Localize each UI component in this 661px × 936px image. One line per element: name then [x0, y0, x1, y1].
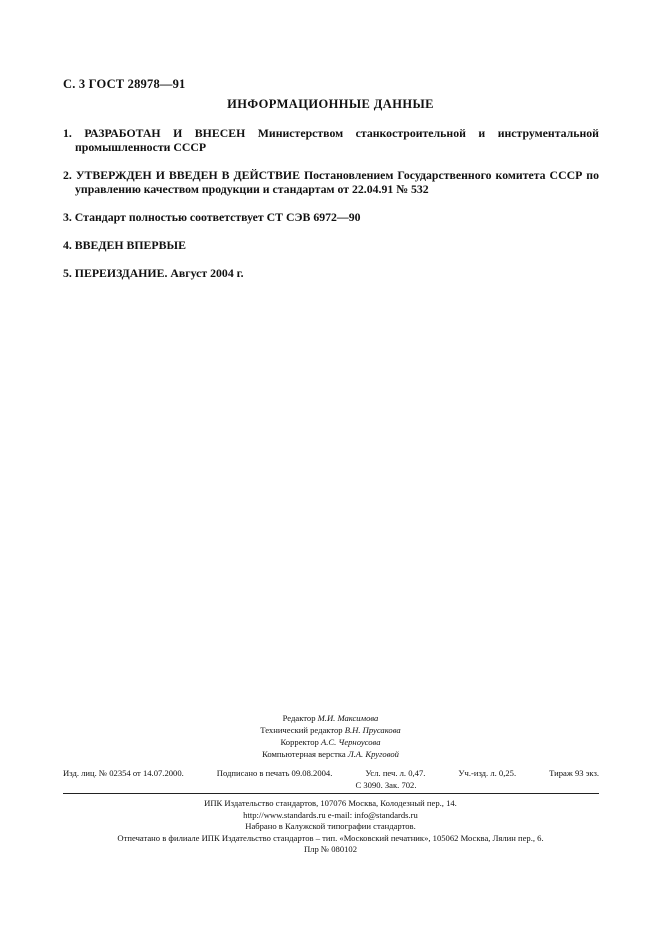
credit-line [0, 712, 661, 724]
credit-line [0, 724, 661, 736]
info-item [63, 210, 599, 224]
signed-date: Подписано в печать 09.08.2004. [216, 768, 333, 778]
info-item [63, 266, 599, 280]
info-item-lead: 3. [63, 210, 72, 224]
publication-row [63, 767, 599, 779]
info-item-lead: 1. РАЗРАБОТАН И ВНЕСЕН [63, 126, 246, 140]
print-sheets: Усл. печ. л. 0,47. [365, 768, 426, 778]
printer-line: http://www.standards.ru e-mail: info@standards.ru [243, 809, 418, 820]
info-item-body: Стандарт полностью соответствует СТ СЭВ 6972—90 [71, 210, 361, 224]
info-item-lead: 5. ПЕРЕИЗДАНИЕ. [63, 266, 168, 280]
info-item-lead: 4. ВВЕДЕН ВПЕРВЫЕ [63, 238, 186, 252]
credit-role: Компьютерная верстка [262, 749, 348, 759]
credit-line [0, 736, 661, 748]
printer-line: ИПК Издательство стандартов, 107076 Москва, Колодезный пер., 14. [204, 798, 457, 808]
page-header: С. 3 ГОСТ 28978—91 [63, 77, 186, 91]
printer-line: Отпечатано в филиале ИПК Издательство стандартов – тип. «Московский печатник», 105062 Москва, Лялин пер., 6. [117, 832, 544, 843]
license-number: Изд. лиц. № 02354 от 14.07.2000. [63, 768, 184, 778]
printer-info [0, 798, 661, 856]
divider-rule [63, 793, 599, 794]
info-item-body: Министерством станкостроительной и инструментальной промышленности СССР [75, 126, 599, 154]
order-number: С 3090. Зак. 702. [355, 780, 417, 790]
info-item [63, 168, 599, 196]
credit-name: М.И. Максимова [317, 713, 379, 723]
credit-role: Редактор [282, 713, 318, 723]
credit-name: А.С. Черноусова [320, 737, 381, 747]
printer-line: Плр № 080102 [303, 844, 358, 855]
editorial-credits [0, 712, 661, 760]
credit-name: В.Н. Прусакова [344, 725, 401, 735]
print-run: Тираж 93 экз. [549, 768, 599, 778]
info-item [63, 126, 599, 154]
publication-sheets: Уч.-изд. л. 0,25. [458, 768, 517, 778]
section-title: ИНФОРМАЦИОННЫЕ ДАННЫЕ [227, 97, 434, 111]
credit-line [0, 748, 661, 760]
credit-role: Технический редактор [260, 725, 345, 735]
info-item-body: Август 2004 г. [167, 266, 244, 280]
credit-role: Корректор [280, 737, 321, 747]
publication-info [63, 767, 599, 791]
info-item-body: Постановлением Государственного комитета СССР по управлению качеством продукции и стандартам от 22.04.91 № 532 [75, 168, 600, 196]
info-item-lead: 2. УТВЕРЖДЕН И ВВЕДЕН В ДЕЙСТВИЕ [63, 168, 300, 182]
credit-name: Л.А. Круговой [347, 749, 399, 759]
info-item [63, 238, 599, 252]
printer-line: Набрано в Калужской типографии стандартов. [245, 821, 416, 832]
info-items-list [63, 126, 599, 294]
